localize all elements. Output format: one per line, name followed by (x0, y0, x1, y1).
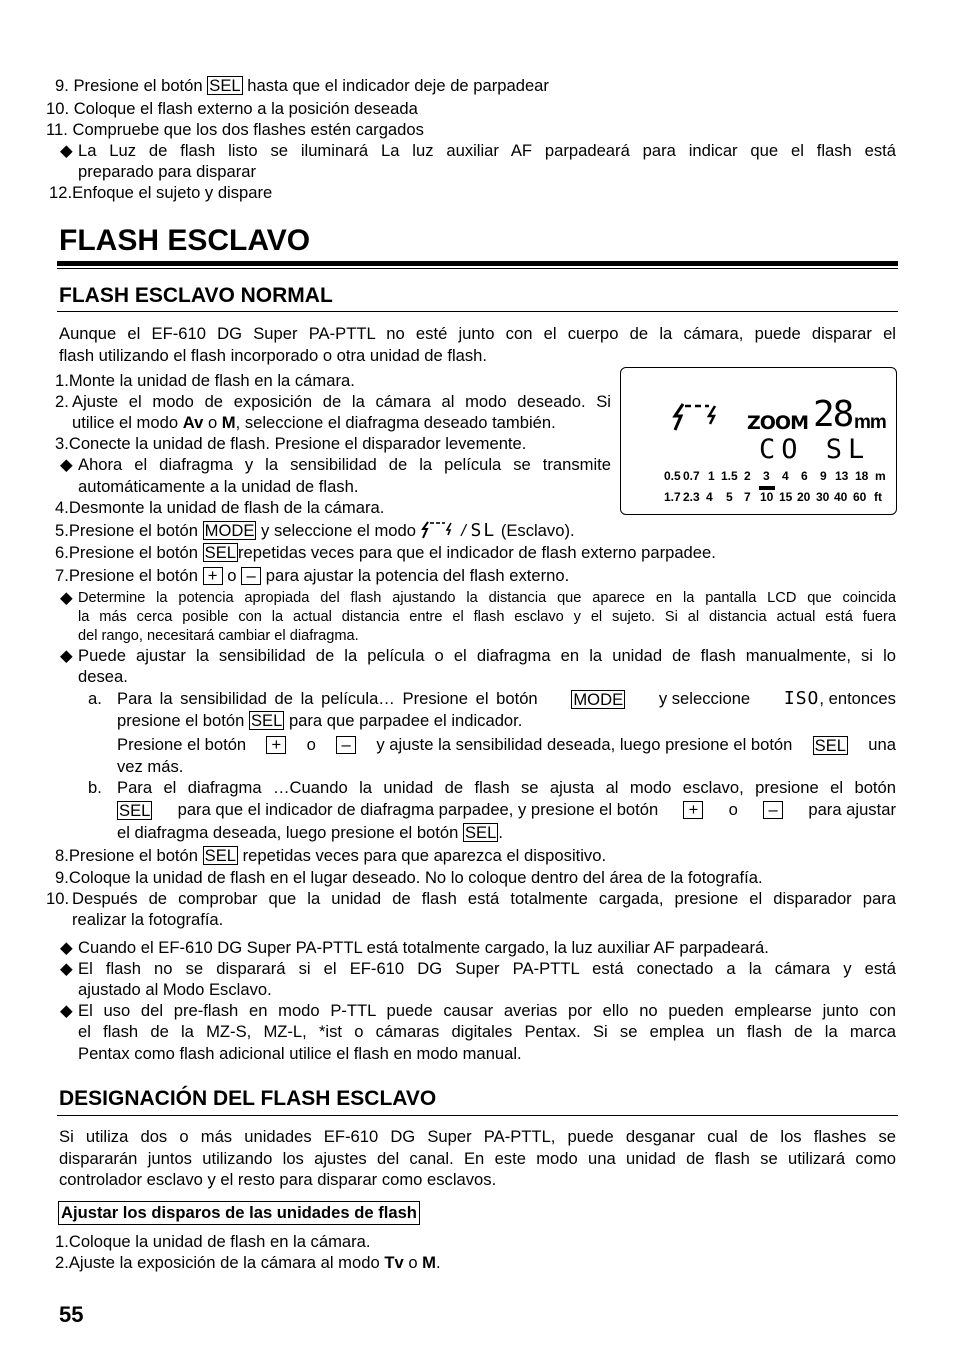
plus-button-label: + (266, 736, 286, 754)
mode-button-label: MODE (204, 521, 255, 540)
minus-button-label: – (241, 567, 261, 585)
plus-button-label: + (683, 801, 703, 819)
lcd-feet-scale (664, 490, 886, 506)
diamond-bullet-icon: ◆ (60, 1001, 73, 1020)
note-line: Pentax como flash adicional utilice el flash en modo manual. (78, 1044, 522, 1063)
paragraph-line: dispararán juntos utilizando los ajustes del canal. En este modo una unidad de flash se utilizará como (59, 1149, 896, 1168)
meter-value: 2 (744, 469, 751, 483)
note-line: Cuando el EF-610 DG Super PA-PTTL está totalmente cargado, la luz auxiliar AF parpadeará. (78, 938, 769, 957)
diamond-bullet-icon: ◆ (60, 646, 73, 665)
feet-value: 7 (744, 490, 751, 504)
iso-icon: ISO (783, 688, 820, 709)
subsection-rule (57, 1115, 898, 1116)
feet-value: 2.3 (683, 490, 700, 504)
lcd-zoom-unit: mm (854, 412, 886, 433)
paragraph-line: controlador esclavo y el resto para disparar como esclavos. (59, 1170, 497, 1189)
sel-button-label: SEL (204, 543, 236, 562)
sub-item-b-line: el diafragma deseada, luego presione el botón SEL . (117, 823, 503, 842)
slave-step-9: 9.Coloque la unidad de flash en el lugar deseado. No lo coloque dentro del área de la fotografía. (55, 868, 763, 887)
feet-value: 10 (760, 490, 774, 504)
sub-item-label: a. (88, 689, 102, 708)
sub-item-a-line: presione el botón SEL para que parpadee el indicador. (117, 711, 523, 730)
feet-value: 60 (853, 490, 867, 504)
meter-value: 1 (708, 469, 715, 483)
sel-button-label: SEL (464, 823, 497, 842)
designation-step-1: 1.Coloque la unidad de flash en la cámara. (55, 1232, 371, 1251)
feet-value: 1.7 (664, 490, 681, 504)
step-9: 9. Presione el botón SEL hasta que el indicador deje de parpadear (55, 76, 549, 95)
lcd-meters-scale (664, 469, 886, 485)
sel-button-label: SEL (119, 800, 151, 820)
subsection-rule (57, 311, 898, 312)
diamond-bullet-icon: ◆ (60, 141, 73, 160)
slave-step-1: 1.Monte la unidad de flash en la cámara. (55, 371, 355, 390)
lcd-mode-segment: CO SL (759, 434, 871, 465)
sel-button-label: SEL (250, 711, 283, 730)
step-number: 9. (55, 76, 69, 95)
sub-item-a-line: vez más. (117, 757, 184, 776)
minus-button-label: – (336, 736, 356, 754)
slave-flash-icon (671, 402, 721, 432)
slave-step-7: 7.Presione el botón + o – para ajustar la potencia del flash externo. (55, 566, 570, 585)
bullet-line: del rango, necesitará cambiar el diafragma. (78, 628, 359, 644)
boxed-heading: Ajustar los disparos de las unidades de flash (58, 1201, 420, 1225)
slave-step-6: 6.Presione el botón SEL repetidas veces para que el indicador de flash externo parpadee. (55, 543, 716, 562)
bullet-note (60, 141, 73, 161)
diamond-bullet-icon: ◆ (60, 455, 73, 474)
slave-sl-icon: SL (470, 520, 497, 541)
meter-value: 18 (855, 469, 869, 483)
sub-item-label: b. (88, 778, 102, 797)
meter-value: 4 (782, 469, 789, 483)
meter-value: 1.5 (721, 469, 738, 483)
step-11: 11. Compruebe que los dos flashes estén cargados (46, 120, 424, 139)
feet-value: 15 (779, 490, 793, 504)
feet-value: 30 (816, 490, 830, 504)
bullet-line: automáticamente a la unidad de flash. (78, 477, 359, 496)
slave-step-10-num: 10. (46, 889, 70, 908)
mode-button-label: MODE (573, 689, 624, 709)
bullet-line: Ahora el diafragma y la sensibilidad de la película se transmite (78, 455, 611, 474)
slave-step-2-num: 2. (55, 392, 69, 411)
paragraph-line: Si utiliza dos o más unidades EF-610 DG Super PA-PTTL, puede desganar cual de los flashes se (59, 1127, 896, 1146)
slave-step-4: 4.Desmonte la unidad de flash de la cámara. (55, 498, 385, 517)
designation-step-2: 2.Ajuste la exposición de la cámara al modo Tv o M. (55, 1253, 441, 1272)
meter-unit: m (875, 469, 886, 483)
feet-unit: ft (874, 490, 882, 504)
diamond-bullet-icon: ◆ (60, 959, 73, 978)
subsection-title: DESIGNACIÓN DEL FLASH ESCLAVO (59, 1087, 437, 1110)
slave-step-8: 8.Presione el botón SEL repetidas veces para que aparezca el dispositivo. (55, 846, 607, 865)
slave-step-10-line: Después de comprobar que la unidad de flash está totalmente cargada, presione el disparador para (72, 889, 896, 908)
feet-value: 20 (797, 490, 811, 504)
bullet-line: preparado para disparar (78, 162, 257, 181)
intro-line: flash utilizando el flash incorporado o otra unidad de flash. (59, 346, 488, 365)
sub-item-b-line: SEL para que el indicador de diafragma parpadee, y presione el botón + o – para ajustar (119, 800, 896, 820)
slave-step-10-line: realizar la fotografía. (72, 910, 224, 929)
note-line: el flash de la MZ-S, MZ-L, *ist o cámaras digitales Pentax. Si se emplea un flash de la marca (78, 1022, 896, 1041)
slave-step-5: 5.Presione el botón MODE y seleccione el modo / SL (Esclavo). (55, 520, 575, 541)
lcd-zoom-label: ZOOM (747, 412, 808, 434)
note-line: El uso del pre-flash en modo P-TTL puede causar averias por ello no pueden emplearse junto con (78, 1001, 896, 1020)
note-line: ajustado al Modo Esclavo. (78, 980, 272, 999)
section-rule-thin (57, 268, 898, 269)
meter-value: 0.7 (683, 469, 700, 483)
subsection-title: FLASH ESCLAVO NORMAL (59, 284, 333, 307)
plus-button-label: + (203, 567, 223, 585)
sub-item-a-line: Presione el botón + o – y ajuste la sensibilidad deseada, luego presione el botón SEL una (117, 735, 896, 755)
lcd-zoom-value: 28 (813, 394, 853, 435)
sel-button-label: SEL (814, 735, 846, 755)
slave-step-3: 3.Conecte la unidad de flash. Presione el disparador levemente. (55, 434, 527, 453)
meter-value: 13 (835, 469, 849, 483)
section-title: FLASH ESCLAVO (59, 224, 311, 257)
sel-button-label: SEL (209, 76, 241, 95)
section-rule-thick (57, 261, 898, 266)
feet-value: 5 (726, 490, 733, 504)
diamond-bullet-icon: ◆ (60, 938, 73, 957)
slave-mode-icon (421, 520, 457, 540)
feet-value: 4 (706, 490, 713, 504)
step-10: 10. Coloque el flash externo a la posición deseada (46, 99, 418, 118)
bullet-line: desea. (78, 667, 128, 686)
bullet-line: la más cerca posible con la actual distancia entre el flash esclavo y el sujeto. Si al distancia actual está fuera (78, 609, 896, 625)
page-number: 55 (59, 1302, 84, 1327)
bullet-line: La Luz de flash listo se iluminará La luz auxiliar AF parpadeará para indicar que el flash está (78, 141, 896, 160)
meter-value: 9 (820, 469, 827, 483)
diamond-bullet-icon: ◆ (60, 588, 73, 607)
bullet-line: Determine la potencia apropiada del flash ajustando la distancia que aparece en la pantalla LCD que coincida (78, 590, 896, 606)
slave-step-2-line: utilice el modo Av o M, seleccione el diafragma deseado también. (72, 413, 556, 432)
meter-value: 6 (801, 469, 808, 483)
sub-item-b-line: Para el diafragma …Cuando la unidad de flash se ajusta al modo esclavo, presione el botón (117, 778, 896, 797)
lcd-panel (620, 367, 897, 515)
minus-button-label: – (763, 801, 783, 819)
step-12: 12.Enfoque el sujeto y dispare (49, 183, 273, 202)
bullet-line: Puede ajustar la sensibilidad de la película o el diafragma en la unidad de flash manualmente, si lo (78, 646, 896, 665)
feet-value: 40 (834, 490, 848, 504)
note-line: El flash no se disparará si el EF-610 DG Super PA-PTTL está conectado a la cámara y está (78, 959, 896, 978)
meter-value: 3 (763, 469, 770, 483)
slave-step-2-line: Ajuste el modo de exposición de la cámara al modo deseado. Si (72, 392, 611, 411)
sub-item-a-line: Para la sensibilidad de la película… Presione el botón MODE y seleccione ISO, entonces (117, 688, 896, 709)
sel-button-label: SEL (204, 846, 236, 865)
meter-value: 0.5 (664, 469, 681, 483)
intro-line: Aunque el EF-610 DG Super PA-PTTL no esté junto con el cuerpo de la cámara, puede disparar el (59, 324, 896, 343)
